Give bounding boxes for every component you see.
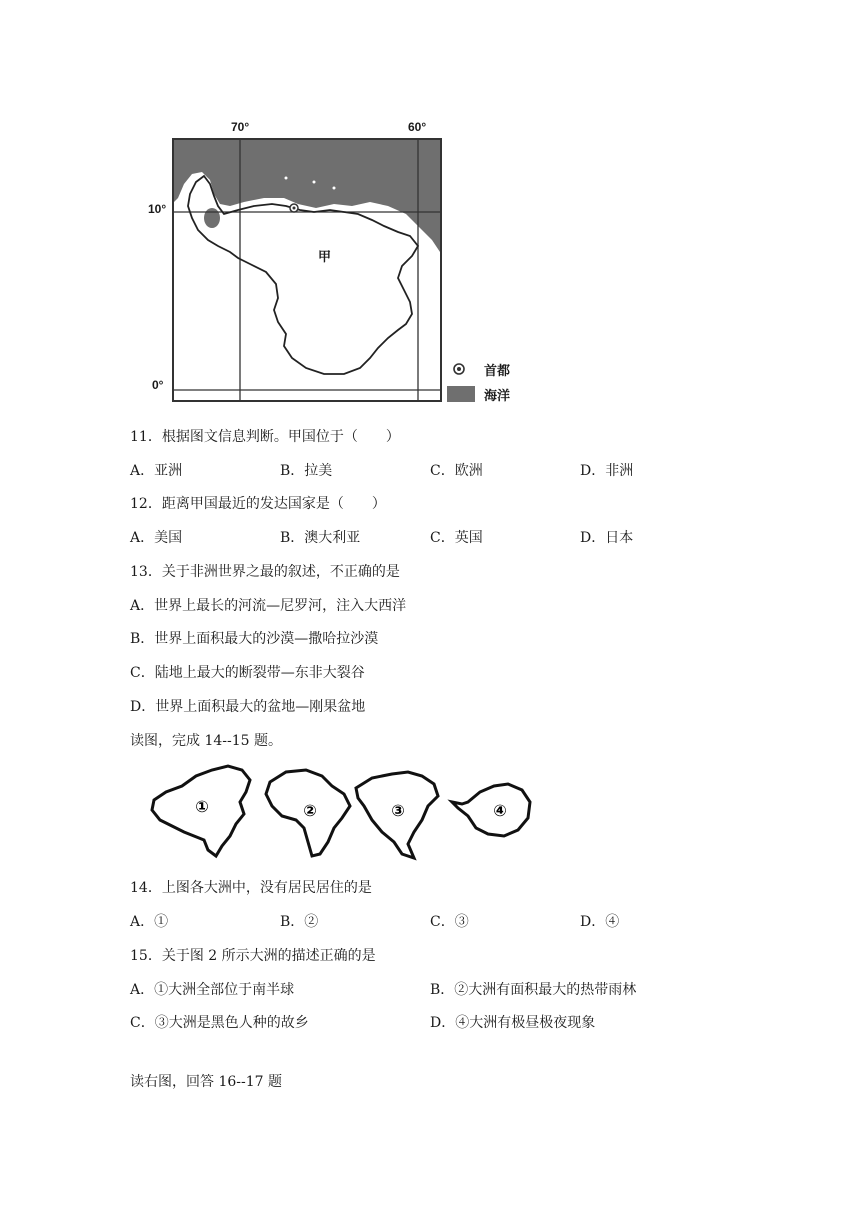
continents-figure (146, 762, 536, 866)
question-13-option-b: B．世界上面积最大的沙漠—撒哈拉沙漠 (130, 631, 379, 647)
continent-label-2: ② (303, 801, 317, 820)
question-15-option-a: A．①大洲全部位于南半球 (130, 982, 295, 998)
country-border (188, 176, 418, 374)
ocean-legend-label: 海洋 (484, 389, 511, 404)
question-13-option-d: D．世界上面积最大的盆地—刚果盆地 (130, 699, 366, 715)
question-15-option-b: B．②大洲有面积最大的热带雨林 (430, 982, 637, 998)
question-11-stem: 11．根据图文信息判断。甲国位于（ ） (130, 429, 400, 445)
capital-legend-icon (449, 361, 469, 377)
question-12-option-b: B．澳大利亚 (280, 530, 361, 546)
question-15-option-d: D．④大洲有极昼极夜现象 (430, 1015, 596, 1031)
latitude-label-10: 10° (148, 202, 167, 216)
island (285, 177, 288, 180)
island (313, 181, 316, 184)
capital-legend-label: 首都 (484, 364, 511, 379)
question-13-stem: 13．关于非洲世界之最的叙述，不正确的是 (130, 564, 400, 580)
country-map (172, 138, 442, 402)
question-11-option-a: A．亚洲 (130, 463, 183, 479)
intro-14-15: 读图，完成 14--15 题。 (130, 733, 282, 749)
question-11-option-d: D．非洲 (580, 463, 634, 479)
question-13-option-a: A．世界上最长的河流—尼罗河，注入大西洋 (130, 598, 407, 614)
question-11-option-b: B．拉美 (280, 463, 333, 479)
ocean-legend-swatch (447, 386, 475, 402)
question-14-stem: 14．上图各大洲中，没有居民居住的是 (130, 880, 372, 896)
question-11-option-c: C．欧洲 (430, 463, 483, 479)
country-label: 甲 (318, 250, 332, 265)
question-12-stem: 12．距离甲国最近的发达国家是（ ） (130, 496, 386, 512)
question-15-option-c: C．③大洲是黑色人种的故乡 (130, 1015, 309, 1031)
question-14-option-c: C．③ (430, 914, 469, 930)
question-14-option-d: D．④ (580, 914, 620, 930)
continent-antarctica-outline (452, 784, 530, 836)
lake (204, 208, 220, 228)
question-12-option-a: A．美国 (130, 530, 183, 546)
country-map-svg (174, 140, 440, 400)
question-12-option-d: D．日本 (580, 530, 634, 546)
question-14-option-a: A．① (130, 914, 169, 930)
question-13-option-c: C．陆地上最大的断裂带—东非大裂谷 (130, 665, 365, 681)
question-12-option-c: C．英国 (430, 530, 483, 546)
intro-16-17: 读右图，回答 16--17 题 (130, 1074, 282, 1090)
continent-label-1: ① (195, 797, 209, 816)
question-15-stem: 15．关于图 2 所示大洲的描述正确的是 (130, 948, 376, 964)
longitude-label-60: 60° (408, 120, 427, 134)
latitude-label-0: 0° (152, 378, 164, 392)
island (333, 187, 336, 190)
question-14-option-b: B．② (280, 914, 319, 930)
continent-label-3: ③ (391, 801, 405, 820)
continent-label-4: ④ (493, 801, 507, 820)
longitude-label-70: 70° (231, 120, 250, 134)
